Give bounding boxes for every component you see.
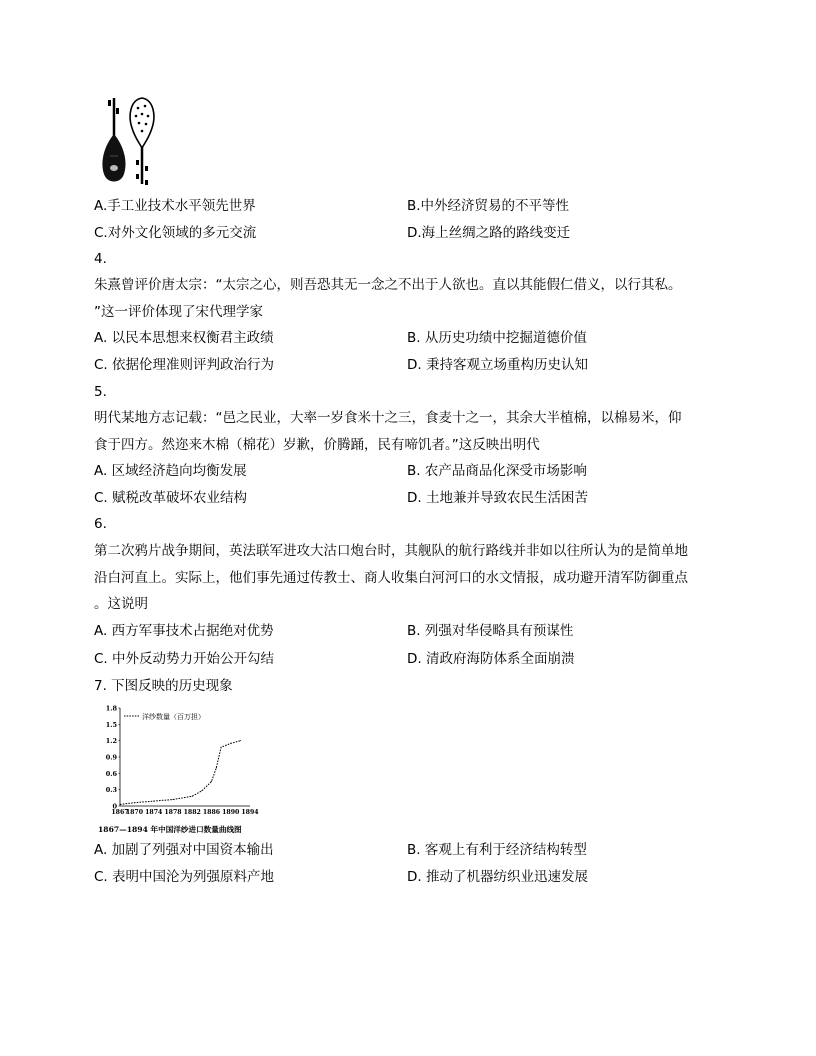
- q6-stem-line2: 沿白河直上。实际上，他们事先通过传教士、商人收集白河河口的水文情报，成功避开清军防御重点: [94, 570, 688, 586]
- data-point: [211, 781, 212, 782]
- q5-stem-line1: 明代某地方志记载：“邑之民业，大率一岁食米十之三，食麦十之一，其余大半植棉，以棉易米，仰: [94, 410, 682, 426]
- x-tick-label: 1882: [183, 809, 201, 816]
- y-tick-label: 1.8: [105, 704, 117, 713]
- data-point: [201, 790, 202, 791]
- q5-option-d: D. 土地兼并导致农民生活困苦: [407, 490, 588, 506]
- q7-option-c: C. 表明中国沦为列强原料产地: [94, 869, 275, 885]
- q7-option-a: A. 加剧了列强对中国资本输出: [94, 842, 274, 858]
- data-point: [216, 767, 217, 768]
- q5-option-b: B. 农产品商品化深受市场影响: [407, 463, 587, 479]
- data-point: [230, 743, 231, 744]
- q6-number: 6.: [94, 516, 107, 532]
- q3-option-d: D.海上丝绸之路的路线变迁: [407, 225, 571, 241]
- q4-option-c: C. 依据伦理准则评判政治行为: [94, 357, 275, 373]
- q5-stem-line2: 食于四方。然迩来木棉（棉花）岁歉，价腾踊，民有啼饥者。”这反映出明代: [94, 437, 540, 453]
- pipa-illustration: [98, 96, 164, 188]
- yarn-import-line-chart: [94, 700, 284, 840]
- legend-label: 洋纱数量（百万担）: [142, 713, 205, 721]
- q5-option-a: A. 区域经济趋向均衡发展: [94, 463, 247, 479]
- q4-option-b: B. 从历史功绩中挖掘道德价值: [407, 330, 587, 346]
- y-axis-ticks: [106, 705, 120, 811]
- q4-stem-line2: ”这一评价体现了宋代理学家: [94, 304, 263, 320]
- data-point: [172, 799, 173, 800]
- data-point: [240, 740, 241, 741]
- x-tick-label: 1878: [164, 809, 182, 816]
- data-point: [153, 801, 154, 802]
- x-axis-ticks: [111, 809, 259, 816]
- y-tick-label: 1.5: [105, 720, 117, 729]
- data-point: [221, 747, 222, 748]
- q6-stem-line1: 第二次鸦片战争期间，英法联军进攻大沽口炮台时，其舰队的航行路线并非如以往所认为的是简单地: [94, 543, 688, 559]
- q4-number: 4.: [94, 251, 107, 267]
- y-tick-label: 1.2: [105, 737, 117, 746]
- q5-number: 5.: [94, 384, 107, 400]
- chart-legend: [124, 712, 205, 721]
- x-tick-label: 1874: [145, 809, 163, 816]
- q7-stem: 7. 下图反映的历史现象: [94, 678, 233, 694]
- y-tick-label: 0.3: [105, 786, 117, 795]
- series-line-yarn: [120, 741, 240, 805]
- q4-option-d: D. 秉持客观立场重构历史认知: [407, 357, 588, 373]
- q7-option-d: D. 推动了机器纺织业迅速发展: [407, 869, 588, 885]
- q3-option-b: B.中外经济贸易的不平等性: [407, 198, 570, 214]
- q7-option-b: B. 客观上有利于经济结构转型: [407, 842, 587, 858]
- x-tick-label: 1890: [222, 809, 240, 816]
- q3-option-c: C.对外文化领域的多元交流: [94, 225, 257, 241]
- q5-option-c: C. 赋税改革破坏农业结构: [94, 490, 248, 506]
- chart-title: 1867—1894 年中国洋纱进口数量曲线图: [98, 825, 242, 834]
- x-tick-label: 1867: [111, 809, 129, 816]
- series-points: [120, 740, 241, 805]
- q6-option-c: C. 中外反动势力开始公开勾结: [94, 651, 275, 667]
- q4-option-a: A. 以民本思想来权衡君主政绩: [94, 330, 274, 346]
- q6-option-d: D. 清政府海防体系全面崩溃: [407, 651, 575, 667]
- data-point: [134, 802, 135, 803]
- x-tick-label: 1886: [202, 809, 221, 816]
- y-tick-label: 0.6: [105, 769, 117, 778]
- q6-stem-line3: 。这说明: [94, 596, 148, 612]
- x-tick-label: 1870: [125, 809, 144, 816]
- y-tick-label: 0.9: [105, 753, 117, 762]
- q6-option-a: A. 西方军事技术占据绝对优势: [94, 623, 274, 639]
- data-point: [192, 796, 193, 797]
- y-tick-label: 0: [112, 802, 117, 811]
- q4-stem-line1: 朱熹曾评价唐太宗：“太宗之心，则吾恐其无一念之不出于人欲也。直以其能假仁借义，以行其私。: [94, 277, 682, 293]
- data-point: [120, 804, 121, 805]
- q6-option-b: B. 列强对华侵略具有预谋性: [407, 623, 574, 639]
- q3-option-a: A.手工业技术水平领先世界: [94, 198, 256, 214]
- x-tick-label: 1894: [241, 809, 259, 816]
